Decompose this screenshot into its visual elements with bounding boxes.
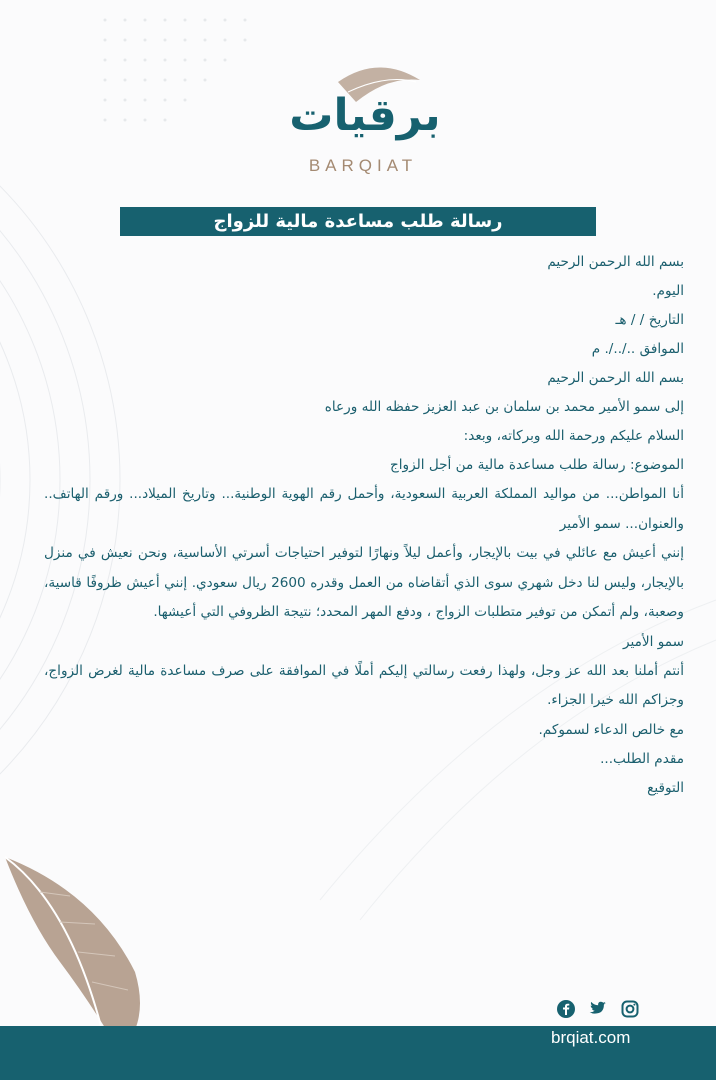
- prince-address-line: سمو الأمير: [622, 633, 684, 650]
- logo-mark: [289, 62, 441, 152]
- website-link[interactable]: brqiat.com: [551, 1028, 631, 1047]
- applicant-line: مقدم الطلب...: [600, 750, 684, 767]
- greeting-line: السلام عليكم ورحمة الله وبركاته، وبعد:: [463, 428, 684, 444]
- gregorian-date-line: الموافق ../../. م: [591, 341, 684, 357]
- brand-logo: [289, 62, 441, 180]
- request-paragraph: أنتم أملنا بعد الله عز وجل، ولهذا رفعت رسالتي إليكم أملًا في الموافقة على صرف مساعدة مالية لغرض الزواج، وجزاكم الله خيرا الجزاء.: [44, 662, 684, 708]
- facebook-icon[interactable]: [555, 998, 577, 1020]
- hijri-date-line: التاريخ / / هـ: [615, 312, 684, 328]
- document-title: رسالة طلب مساعدة مالية للزواج: [120, 207, 596, 236]
- intro-paragraph: أنا المواطن... من مواليد المملكة العربية السعودية، وأحمل رقم الهوية الوطنية... وتاريخ الميلاد... ورقم الهاتف.. والعنوان... سمو الأمير: [44, 486, 684, 532]
- instagram-icon[interactable]: [619, 998, 641, 1020]
- letter-body: [44, 248, 684, 803]
- basmala: بسم الله الرحمن الرحيم: [547, 254, 684, 270]
- signature-line: التوقيع: [647, 779, 684, 796]
- day-line: اليوم.: [652, 283, 684, 299]
- situation-paragraph: إنني أعيش مع عائلي في بيت بالإيجار، وأعمل ليلاً ونهارًا لتوفير احتياجات أسرتي الأساسية، ونحن نعيش في منزل بالإيجار، وليس لنا دخل شهري سوى الذي أتقاضاه من العمل وقدره 2600 ريال سعودي. إنني أعيش ظروفًا قاسية، وصعبة، ولم أتمكن من توفير متطلبات الزواج ، ودفع المهر المحدد؛ نتيجة الظروفي التي أعيشها.: [44, 545, 684, 620]
- recipient-line: إلى سمو الأمير محمد بن سلمان بن عبد العزيز حفظه الله ورعاه: [324, 399, 684, 415]
- brand-name: BARQIAT: [308, 156, 418, 175]
- dot-pattern: [95, 10, 295, 150]
- social-links: [555, 998, 645, 1022]
- logo-glyphs: برقيات: [289, 90, 441, 141]
- basmala-repeat: بسم الله الرحمن الرحيم: [547, 370, 684, 386]
- closing-prayer: مع خالص الدعاء لسموكم.: [538, 721, 684, 738]
- twitter-icon[interactable]: [587, 998, 609, 1020]
- subject-line: الموضوع: رسالة طلب مساعدة مالية من أجل الزواج: [389, 457, 684, 473]
